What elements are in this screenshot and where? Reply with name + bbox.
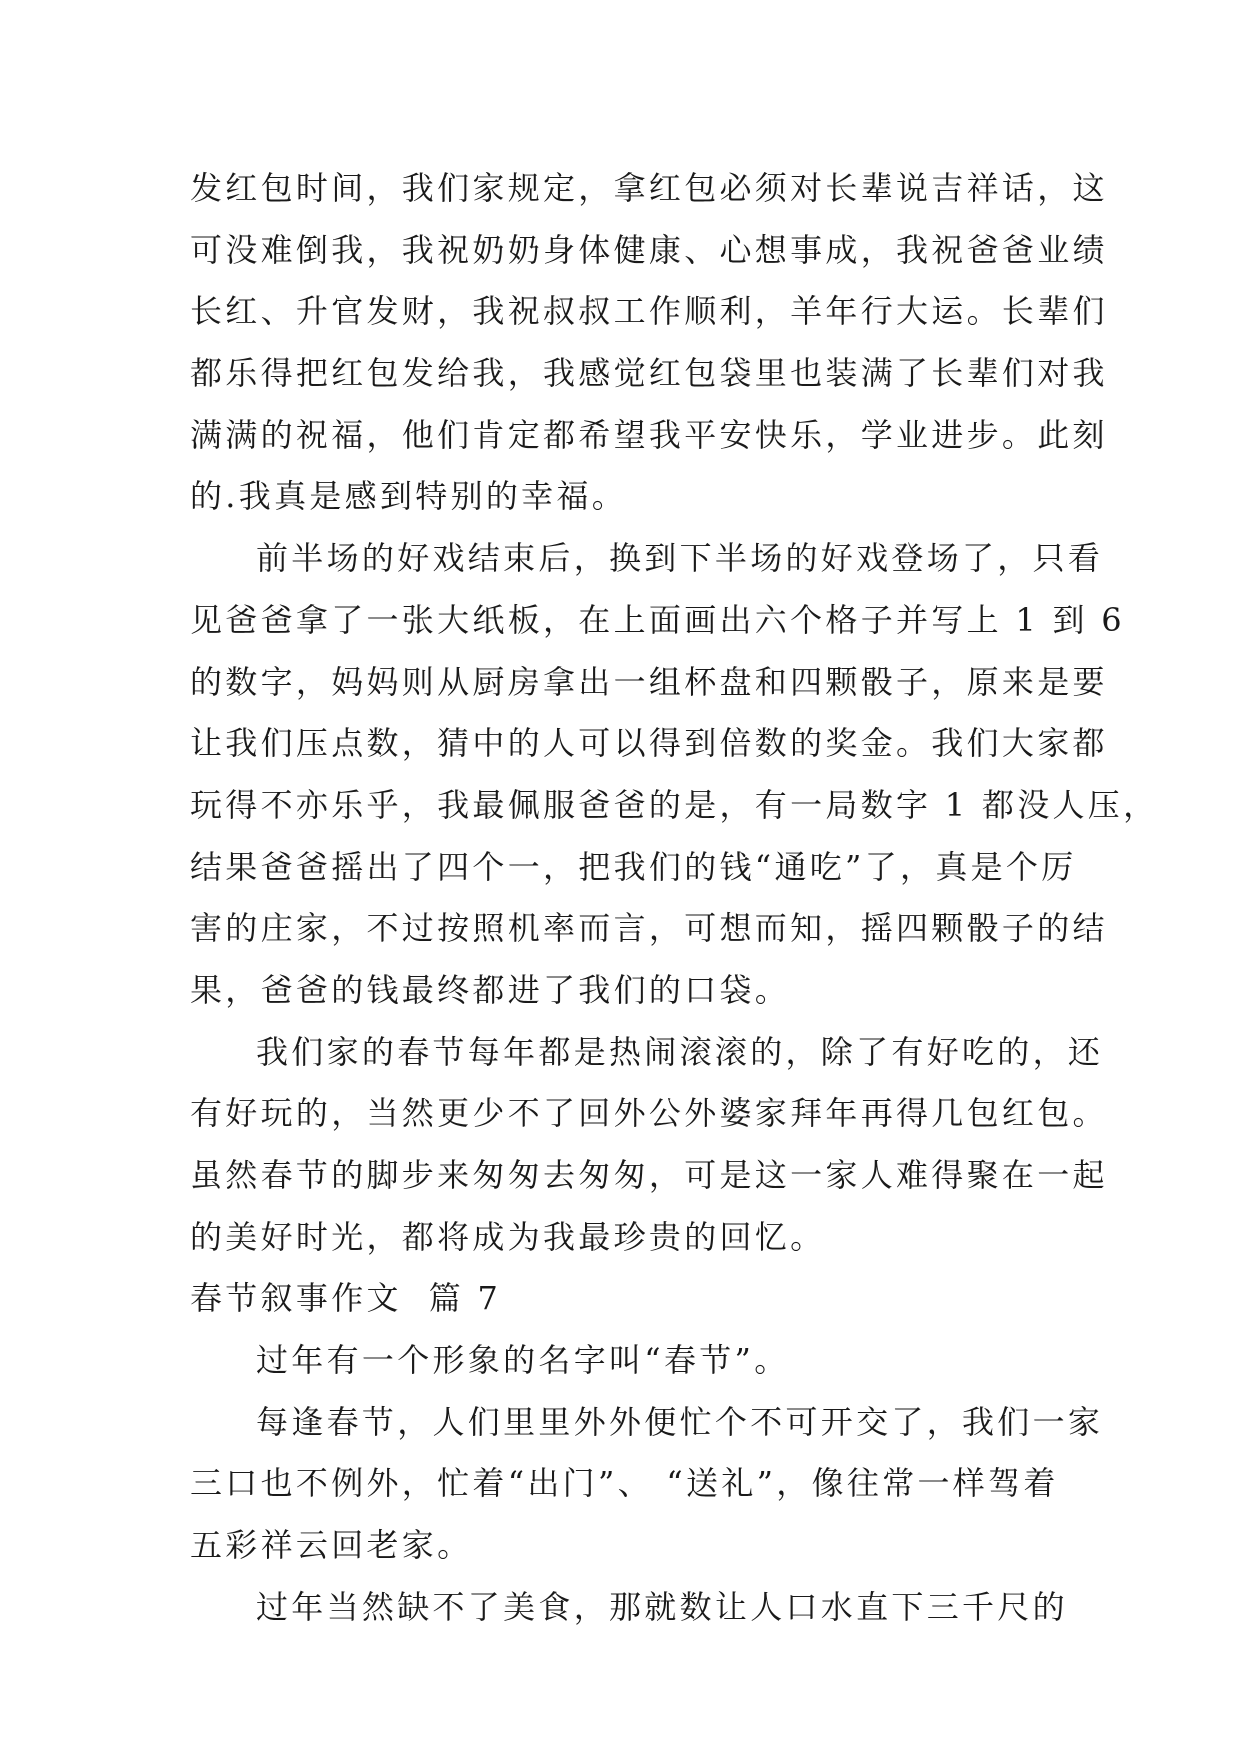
paragraph-line: 的美好时光，都将成为我最珍贵的回忆。 (190, 1217, 826, 1256)
essay-body (190, 158, 1159, 1639)
paragraph-line: 长红、升官发财，我祝叔叔工作顺利，羊年行大运。长辈们 (190, 292, 1108, 331)
paragraph-line: 果，爸爸的钱最终都进了我们的口袋。 (190, 970, 791, 1009)
paragraph-line: 虽然春节的脚步来匆匆去匆匆，可是这一家人难得聚在一起 (190, 1156, 1108, 1194)
paragraph-line: 的数字，妈妈则从厨房拿出一组杯盘和四颗骰子，原来是要 (190, 662, 1108, 701)
paragraph-line: 见爸爸拿了一张大纸板，在上面画出六个格子并写上 1 到 6 (190, 600, 1125, 639)
paragraph-line: 让我们压点数，猜中的人可以得到倍数的奖金。我们大家都 (190, 724, 1108, 763)
paragraph-line: 害的庄家，不过按照机率而言，可想而知，摇四颗骰子的结 (190, 909, 1108, 948)
paragraph-line: 玩得不亦乐乎，我最佩服爸爸的是，有一局数字 1 都没人压， (190, 785, 1159, 824)
paragraph-line: 可没难倒我，我祝奶奶身体健康、心想事成，我祝爸爸业绩 (190, 230, 1108, 269)
paragraph-line: 过年当然缺不了美食，那就数让人口水直下三千尺的 (256, 1587, 1068, 1626)
paragraph-line: 结果爸爸摇出了四个一，把我们的钱“通吃”了，真是个厉 (190, 847, 1077, 886)
paragraph-line: 每逢春节，人们里里外外便忙个不可开交了，我们一家 (256, 1402, 1104, 1441)
section-heading: 春节叙事作文 篇 7 (190, 1279, 502, 1318)
paragraph-line: 的.我真是感到特别的幸福。 (190, 477, 628, 516)
paragraph-line: 我们家的春节每年都是热闹滚滚的，除了有好吃的，还 (256, 1032, 1104, 1071)
paragraph-line: 过年有一个形象的名字叫“春节”。 (256, 1341, 790, 1380)
paragraph-line: 都乐得把红包发给我，我感觉红包袋里也装满了长辈们对我 (190, 354, 1108, 393)
paragraph-line: 有好玩的，当然更少不了回外公外婆家拜年再得几包红包。 (190, 1094, 1108, 1133)
paragraph-line: 前半场的好戏结束后，换到下半场的好戏登场了，只看 (256, 539, 1104, 578)
paragraph-line: 满满的祝福，他们肯定都希望我平安快乐，学业进步。此刻 (190, 415, 1108, 454)
paragraph-line: 发红包时间，我们家规定，拿红包必须对长辈说吉祥话，这 (190, 169, 1108, 207)
paragraph-line: 三口也不例外，忙着“出门”、 “送礼”，像往常一样驾着 (190, 1464, 1059, 1503)
paragraph-line: 五彩祥云回老家。 (190, 1526, 473, 1565)
